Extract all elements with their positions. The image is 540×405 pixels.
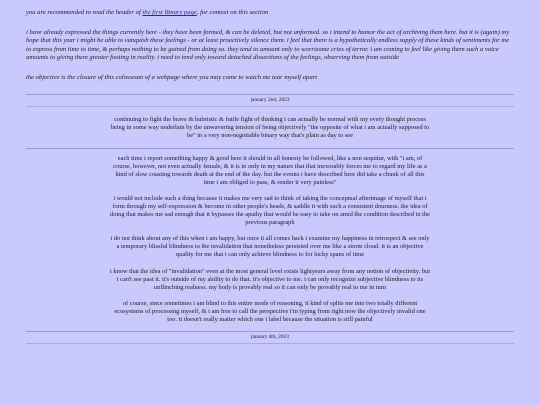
header-objective: the objective is the closure of this colosseum of a webpage where you may come to watch me tear myself apart [26, 74, 318, 82]
entry [0, 107, 540, 147]
entry-paragraph: of course, since sometimes i am blind to this entire mode of reasoning, it kind of splits me into two totally different ecosystems of processing myself, & i am free to call the perspective i'm typing from right now the objectively invalid one too. it doesn't really matter which one i label because the situation is still painful [114, 299, 426, 323]
entry-paragraph: continuing to fight the brave & hubristic & futile fight of thinking i can actually be normal with my every thought process being in some way underlain by the unwavering tension of being objectively "the opposite of what i am actually supposed to be" in a very non-negotiable binary way that's plain as day to see [110, 116, 430, 140]
entry-date: january 4th, 2023 [251, 334, 289, 341]
entry-paragraph: i know that the idea of "invalidation" even at the most general level exists lightyears away from any notion of objectivity. but i can't see past it. it's outside of my ability to do that. it's objective to me. i can only recognize subjective blindness to its unflinching realness. my body is provably real so it can only be provably real to me in turn [110, 267, 430, 291]
section-header [0, 0, 540, 82]
entry [0, 149, 540, 332]
entry-paragraph: i do not think about any of this when i am happy, but once it all comes back i examine my happiness in retrospect & see only a temporary blissful blindness to the invalidation that nonetheless persisted over me like a storm cloud. it is an objective quality for me that i can only achieve blindness to for lucky spans of time [110, 235, 430, 259]
entry-paragraph: each time i report something happy & good here it should in all honesty be followed, like a non sequitur, with "i am, of course, however, not even actually female, & it is in only in my nature that that inexorably forces me to regard my life as a kind of slow coasting towards death at the end of the day. but the events i have described here did take a chunk of all this time i am obliged to pass, & render it very painless" [113, 154, 427, 186]
divider [26, 343, 514, 344]
header-body: i have already expressed the things currently here - they have been formed, & can be deleted, but not unformed. so i intend to humor the act of archiving them here. but it is (again) my hope that this year i might be able to vanquish these feelings - or at least proactively silence them. i feel that there is a hypothetically endless supply of these kinds of sentiments for me to express from time to time, & perhaps nothing to be gained from doing so. they tend to amount only to worrisome cries of terror. i am coming to feel like giving them such a voice amounts to giving them greater footing in reality. i need to tend only toward detached dissections of the feelings, observing them from outside [26, 29, 510, 61]
intro-text: you are recommended to read the header of [26, 9, 143, 16]
first-binary-page-link[interactable]: the first Binary page [142, 9, 197, 16]
entry-paragraph: i would not include such a thing because it makes me very sad to think of taking the conceptual afterimage of myself that i form through my self-expression & become in other people's heads, & saddle it with such a consistent dourness. the idea of doing that makes me sad enough that it bypasses the apathy that would be easy to take on amid the condition described in the previous paragraph [110, 194, 430, 227]
intro-text-end: , for context on this section [196, 9, 269, 16]
header-intro [26, 9, 514, 17]
entry-date: january 2nd, 2023 [250, 97, 290, 104]
